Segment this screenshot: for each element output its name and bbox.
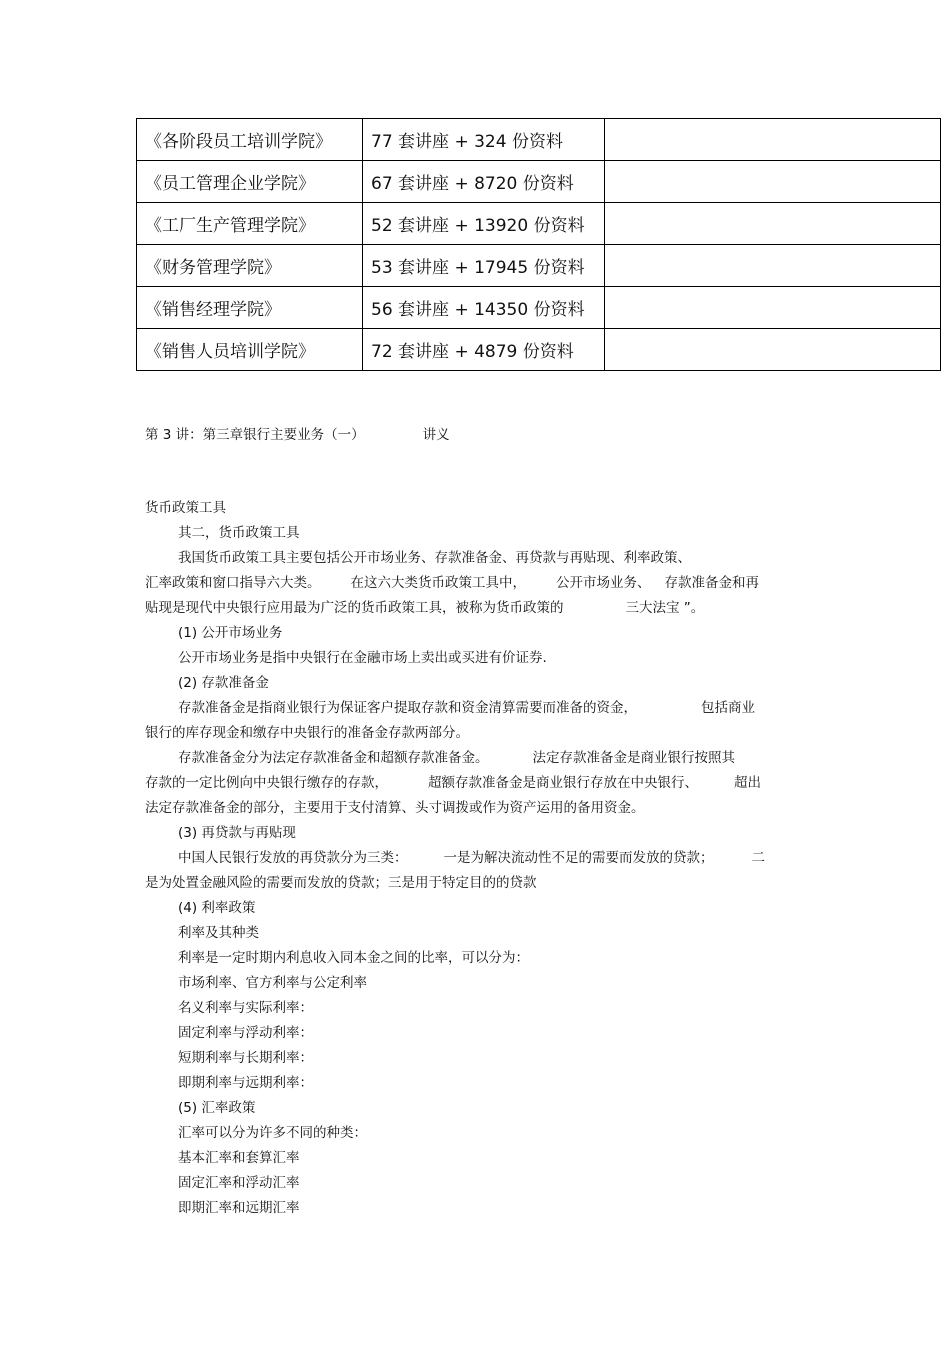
text-fragment: 贴现是现代中央银行应用最为广泛的货币政策工具，被称为货币政策的 [145,600,564,616]
lecture-suffix: 讲义 [422,427,450,443]
list-item: 基本汇率和套算汇率 [178,1150,300,1166]
text-fragment: 存款的一定比例向中央银行缴存的存款， [145,775,388,791]
list-item: 市场利率、官方利率与公定利率 [178,975,367,991]
list-item: 利率及其种类 [178,925,259,941]
course-note [605,119,941,161]
text-fragment: 存款准备金和再 [664,575,759,591]
paragraph-line: 公开市场业务是指中央银行在金融市场上卖出或买进有价证券. [178,650,547,666]
list-item: 即期汇率和远期汇率 [178,1200,300,1216]
table-row [137,245,941,287]
paragraph-line: 银行的库存现金和缴存中央银行的准备金存款两部分。 [145,725,469,741]
list-item: 即期利率与远期利率： [178,1075,313,1091]
text-fragment: 存款准备金是指商业银行为保证客户提取存款和资金清算需要而准备的资金， [178,700,637,716]
list-item: 固定利率与浮动利率： [178,1025,313,1041]
course-note [605,203,941,245]
paragraph-line [145,571,810,596]
course-content: 53 套讲座 + 17945 份资料 [363,245,605,287]
paragraph-line [145,596,810,621]
paragraph-line: 是为处置金融风险的需要而发放的贷款；三是用于特定目的的贷款 [145,875,537,891]
list-item: 汇率可以分为许多不同的种类： [178,1125,367,1141]
text-fragment: 超额存款准备金是商业银行存放在中央银行、 [428,775,698,791]
course-name: 《财务管理学院》 [137,245,363,287]
item-heading: (5) 汇率政策 [178,1100,256,1116]
paragraph-line [145,746,810,771]
paragraph-line [145,771,810,796]
text-fragment: 公开市场业务、 [556,575,651,591]
table-row [137,329,941,371]
course-content: 52 套讲座 + 13920 份资料 [363,203,605,245]
document-body [145,496,810,1221]
lecture-heading [145,423,450,443]
text-fragment: 超出 [734,775,761,791]
text-fragment: 汇率政策和窗口指导六大类。 [145,575,321,591]
paragraph-line: 我国货币政策工具主要包括公开市场业务、存款准备金、再贷款与再贴现、利率政策、 [178,550,691,566]
table-row [137,203,941,245]
list-item: 利率是一定时期内利息收入同本金之间的比率，可以分为： [178,950,529,966]
sub-title: 其二，货币政策工具 [178,525,300,541]
course-content: 56 套讲座 + 14350 份资料 [363,287,605,329]
paragraph-line: 法定存款准备金的部分，主要用于支付清算、头寸调拨或作为资产运用的备用资金。 [145,800,645,816]
course-table [136,118,941,371]
text-fragment: 一是为解决流动性不足的需要而发放的贷款； [443,850,714,866]
table-row [137,161,941,203]
list-item: 名义利率与实际利率： [178,1000,313,1016]
course-note [605,161,941,203]
text-fragment: 在这六大类货币政策工具中， [350,575,526,591]
course-name: 《各阶段员工培训学院》 [137,119,363,161]
item-heading: (3) 再贷款与再贴现 [178,825,296,841]
paragraph-line [145,696,810,721]
lecture-title: 第 3 讲：第三章银行主要业务（一） [145,427,365,443]
text-fragment: 中国人民银行发放的再贷款分为三类： [178,850,408,866]
text-fragment: 存款准备金分为法定存款准备金和超额存款准备金。 [178,750,489,766]
course-content: 77 套讲座 + 324 份资料 [363,119,605,161]
course-note [605,245,941,287]
table-row [137,287,941,329]
course-name: 《销售经理学院》 [137,287,363,329]
paragraph-line [145,846,810,871]
course-name: 《员工管理企业学院》 [137,161,363,203]
course-note [605,329,941,371]
list-item: 固定汇率和浮动汇率 [178,1175,300,1191]
course-note [605,287,941,329]
text-fragment: 法定存款准备金是商业银行按照其 [532,750,735,766]
text-fragment: 三大法宝 ”。 [625,600,705,616]
text-fragment: 包括商业 [701,700,755,716]
list-item: 短期利率与长期利率： [178,1050,313,1066]
item-heading: (1) 公开市场业务 [178,625,283,641]
course-content: 67 套讲座 + 8720 份资料 [363,161,605,203]
text-fragment: 二 [751,850,765,866]
table-row [137,119,941,161]
section-title: 货币政策工具 [145,500,226,516]
course-name: 《销售人员培训学院》 [137,329,363,371]
item-heading: (4) 利率政策 [178,900,256,916]
course-name: 《工厂生产管理学院》 [137,203,363,245]
course-content: 72 套讲座 + 4879 份资料 [363,329,605,371]
item-heading: (2) 存款准备金 [178,675,269,691]
